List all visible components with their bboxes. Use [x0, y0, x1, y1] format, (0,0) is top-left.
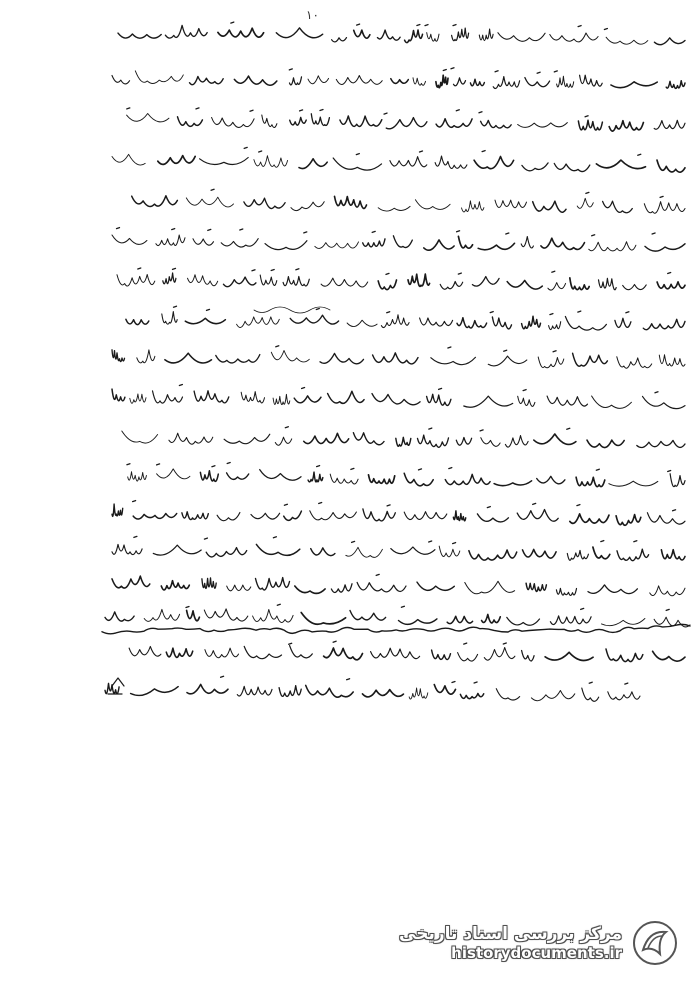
handwritten-line [112, 346, 685, 368]
strikethrough-line [102, 624, 690, 633]
handwritten-line [112, 68, 685, 89]
page-number: ۱۰ [306, 8, 319, 22]
handwritten-line [112, 385, 685, 409]
handwritten-line [105, 604, 690, 627]
handwritten-line [112, 501, 685, 526]
handwritten-line [127, 463, 685, 487]
book-seal-icon [632, 920, 678, 966]
handwritten-line [118, 22, 685, 45]
handwritten-line [112, 228, 685, 252]
handwritten-line [122, 427, 685, 448]
archive-watermark [378, 912, 678, 974]
handwritten-line [112, 574, 685, 595]
handwritten-line [129, 641, 685, 661]
handwritten-line [126, 306, 685, 330]
handwritten-line [112, 536, 685, 560]
watermark-title: مرکز بررسی اسناد تاریخی [399, 924, 622, 944]
handwritten-line [117, 268, 685, 290]
handwritten-line [127, 108, 685, 131]
handwritten-line [112, 147, 685, 172]
watermark-text [399, 924, 622, 962]
handwritten-line [105, 676, 640, 701]
handwritten-line [132, 189, 685, 213]
watermark-url: historydocuments.ir [451, 944, 622, 962]
